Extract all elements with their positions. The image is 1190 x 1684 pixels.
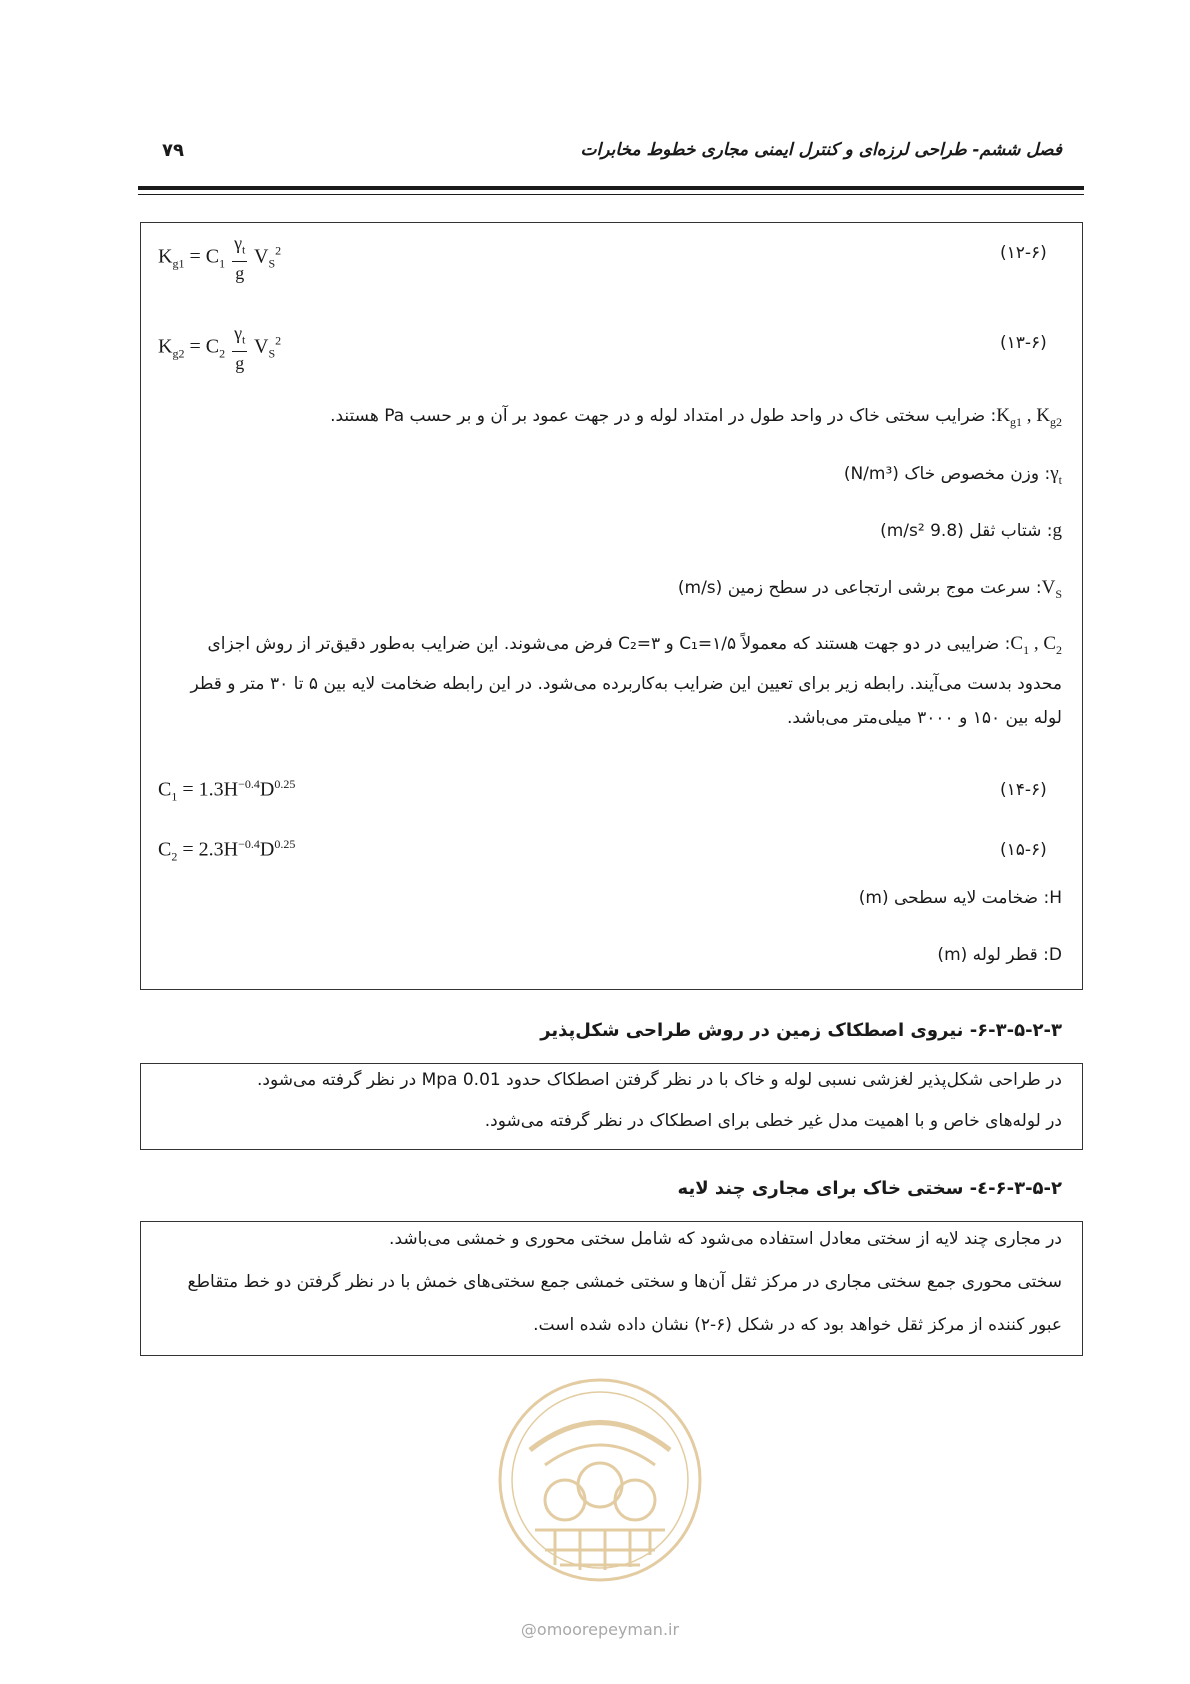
definition-vs: $V_S$: سرعت موج برشی ارتجاعی در سطح زمین (m/s)	[677, 577, 1062, 601]
equation-15-number: (۱۵-۶)	[1000, 840, 1047, 860]
definition-c-paragraph: $C_1$ , $C_2$: ضرایبی در دو جهت هستند که معمولاً C₁=۱/۵ و C₂=۳ فرض می‌شوند. این ضرایب به‌طور دقیق‌تر از روش اجزای محدود بدست می‌آیند. رابطه زیر برای تعیین این ضرایب به‌کاربرده می‌شود. در این رابطه ضخامت لایه بین ۵ تا ۳۰ متر و قطر لوله بین ۱۵۰ و ۳۰۰۰ میلی‌متر می‌باشد.	[190, 633, 1062, 728]
multilayer-line-1: در مجاری چند لایه از سختی معادل استفاده می‌شود که شامل سختی محوری و خمشی می‌باشد.	[389, 1229, 1062, 1249]
running-title: فصل ششم- طراحی لرزه‌ای و کنترل ایمنی مجاری خطوط مخابرات	[580, 140, 1062, 160]
equation-14: $C_1 = 1.3H^{-0.4}D^{0.25}$	[158, 777, 296, 804]
multilayer-line-2: سختی محوری جمع سختی مجاری در مرکز ثقل آن‌ها و سختی خمشی جمع سختی‌های خمش با در نظر گرفتن دو خط متقاطع	[187, 1272, 1062, 1292]
equation-15: $C_2 = 2.3H^{-0.4}D^{0.25}$	[158, 837, 296, 864]
equation-13-number: (۱۳-۶)	[1000, 333, 1047, 353]
equation-12-number: (۱۲-۶)	[1000, 243, 1047, 263]
definition-h: H: ضخامت لایه سطحی (m)	[858, 888, 1062, 908]
multilayer-line-3: عبور کننده از مرکز ثقل خواهد بود که در شکل (۶-۲) نشان داده شده است.	[533, 1315, 1062, 1335]
equations-box	[140, 222, 1083, 990]
equation-12: $K_{g1} = C_1$ $\frac{\gamma_t}{g}$ $V_S^2$	[158, 233, 282, 283]
equation-14-number: (۱۴-۶)	[1000, 780, 1047, 800]
page-number: ۷۹	[162, 140, 184, 161]
definition-kg: $K_{g1}$ , $K_{g2}$: ضرایب سختی خاک در واحد طول در امتداد لوله و در جهت عمود بر آن و بر حسب Pa هستند.	[330, 405, 1062, 429]
watermark-url: @omoorepeyman.ir	[520, 1620, 680, 1639]
definition-d: D: قطر لوله (m)	[937, 945, 1062, 965]
definition-gamma: $\gamma_t$: وزن مخصوص خاک (N/m³)	[843, 463, 1062, 487]
watermark-logo	[485, 1355, 715, 1605]
equation-13: $K_{g2} = C_2$ $\frac{\gamma_t}{g}$ $V_S^2$	[158, 323, 282, 373]
watermark-seal-icon	[485, 1355, 715, 1605]
friction-line-1: در طراحی شکل‌پذیر لغزشی نسبی لوله و خاک با در نظر گرفتن اصطکاک حدود 0.01 Mpa در نظر گرفته می‌شود.	[256, 1070, 1062, 1090]
definition-g: g: شتاب ثقل (9.8 m/s²)	[880, 520, 1062, 541]
header-rule-thin	[138, 194, 1084, 195]
section-heading-friction: ۶-۳-۵-۲-۳- نیروی اصطکاک زمین در روش طراحی شکل‌پذیر	[540, 1020, 1062, 1041]
header-rule-thick	[138, 186, 1084, 190]
friction-line-2: در لوله‌های خاص و با اهمیت مدل غیر خطی برای اصطکاک در نظر گرفته می‌شود.	[484, 1111, 1062, 1131]
section-heading-multilayer: ۶-۳-۵-۲-٤- سختی خاک برای مجاری چند لایه	[677, 1178, 1062, 1199]
